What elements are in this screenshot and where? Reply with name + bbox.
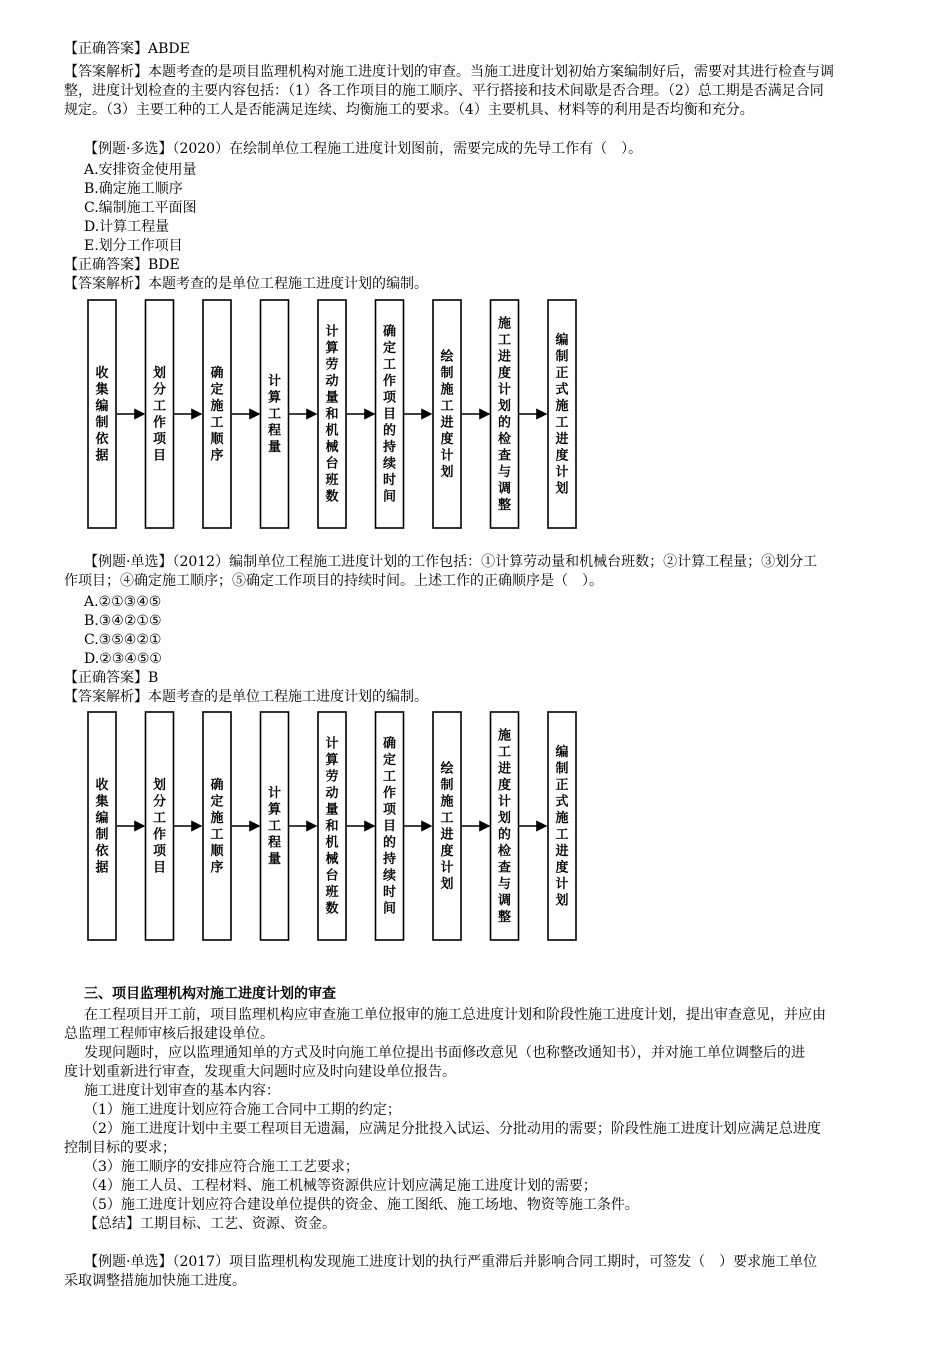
flow-step-label: 划分工作项目 bbox=[152, 777, 167, 876]
flow-step-box bbox=[376, 300, 404, 528]
q1-analysis-line-1: 【答案解析】本题考查的是项目监理机构对施工进度计划的审查。当施工进度计划初始方案编制好后，需要对其进行检查与调 bbox=[64, 64, 834, 80]
flow-step-border bbox=[203, 300, 231, 528]
flow-step-box bbox=[548, 300, 576, 528]
section-3-p2-line-2: 度计划重新进行审查，发现重大问题时应及时向建设单位报告。 bbox=[64, 1064, 456, 1080]
flow-step-label: 绘制施工进度计划 bbox=[440, 349, 454, 480]
section-3-p1-line-1: 在工程项目开工前，项目监理机构应审查施工单位报审的施工总进度计划和阶段性施工进度计划，提出审查意见，并应由 bbox=[84, 1007, 826, 1023]
flow-step-label: 划分工作项目 bbox=[152, 365, 167, 464]
flow-step-border bbox=[433, 712, 461, 940]
flow-step-box bbox=[491, 712, 519, 940]
flow-step-label: 编制正式施工进度计划 bbox=[555, 332, 569, 497]
section-3-item-1: （1）施工进度计划应符合施工合同中工期的约定； bbox=[84, 1102, 401, 1118]
flow-step-label: 确定施工顺序 bbox=[210, 365, 224, 464]
section-3-item-2-line-1: （2）施工进度计划中主要工程项目无遗漏，应满足分批投入试运、分批动用的需要；阶段性施工进度计划应满足总进度 bbox=[84, 1121, 821, 1137]
q4-question-line-1: 【例题·单选】（2017）项目监理机构发现施工进度计划的执行严重滞后并影响合同工期时，可签发（ ）要求施工单位 bbox=[84, 1254, 818, 1270]
flowchart-1 bbox=[80, 296, 600, 532]
section-3-p1-line-2: 总监理工程师审核后报建设单位。 bbox=[64, 1026, 274, 1042]
flow-step-label: 计算劳动量和机械台班数 bbox=[325, 324, 339, 505]
flow-step-box bbox=[433, 712, 461, 940]
section-3-summary: 【总结】工期目标、工艺、资源、资金。 bbox=[84, 1216, 336, 1232]
q3-analysis: 【答案解析】本题考查的是单位工程施工进度计划的编制。 bbox=[64, 689, 428, 705]
q3-option-c: C.③⑤④②① bbox=[84, 632, 162, 648]
section-3-item-3: （3）施工顺序的安排应符合施工工艺要求； bbox=[84, 1159, 359, 1175]
flow-step-box bbox=[376, 712, 404, 940]
q2-option-a: A.安排资金使用量 bbox=[84, 162, 197, 178]
q1-analysis-line-2: 整，进度计划检查的主要内容包括：（1）各工作项目的施工顺序、平行搭接和技术间歇是否合理。（2）总工期是否满足合同 bbox=[64, 83, 824, 99]
flowchart-1-svg bbox=[80, 296, 600, 532]
q2-option-b: B.确定施工顺序 bbox=[84, 181, 183, 197]
flow-step-label: 施工进度计划的检查与调整 bbox=[497, 316, 512, 513]
flow-step-box bbox=[203, 712, 231, 940]
section-3-heading: 三、项目监理机构对施工进度计划的审查 bbox=[84, 986, 336, 1002]
q3-question-line-1: 【例题·单选】（2012）编制单位工程施工进度计划的工作包括：①计算劳动量和机械台班数；②计算工程量；③划分工 bbox=[84, 554, 818, 570]
flow-step-box bbox=[491, 300, 519, 528]
flowchart-2 bbox=[80, 708, 600, 944]
flow-step-box bbox=[88, 712, 116, 940]
q3-option-d: D.②③④⑤① bbox=[84, 651, 162, 667]
flow-step-box bbox=[548, 712, 576, 940]
flow-step-box bbox=[203, 300, 231, 528]
q2-question: 【例题·多选】（2020）在绘制单位工程施工进度计划图前，需要完成的先导工作有（ ）。 bbox=[84, 141, 643, 157]
flowchart-1-steps bbox=[88, 300, 576, 528]
flow-step-border bbox=[203, 712, 231, 940]
flow-step-label: 确定工作项目的持续时间 bbox=[382, 736, 397, 917]
flow-step-label: 绘制施工进度计划 bbox=[440, 761, 454, 892]
section-3-p3: 施工进度计划审查的基本内容： bbox=[84, 1083, 280, 1099]
flow-step-box bbox=[261, 300, 289, 528]
flow-step-box bbox=[433, 300, 461, 528]
flow-step-label: 确定施工顺序 bbox=[210, 777, 224, 876]
flow-step-box bbox=[318, 300, 346, 528]
flow-step-border bbox=[433, 300, 461, 528]
flow-step-border bbox=[146, 300, 174, 528]
flow-step-box bbox=[146, 300, 174, 528]
flowchart-2-svg bbox=[80, 708, 600, 944]
flowchart-2-steps bbox=[88, 712, 576, 940]
flow-step-label: 计算劳动量和机械台班数 bbox=[325, 736, 339, 917]
q2-answer: 【正确答案】BDE bbox=[64, 257, 180, 273]
q4-question-line-2: 采取调整措施加快施工进度。 bbox=[64, 1273, 246, 1289]
flow-step-label: 收集编制依据 bbox=[95, 777, 109, 876]
q1-answer: 【正确答案】ABDE bbox=[64, 41, 190, 57]
flow-step-border bbox=[88, 300, 116, 528]
flow-step-box bbox=[261, 712, 289, 940]
section-3-item-5: （5）施工进度计划应符合建设单位提供的资金、施工图纸、施工场地、物资等施工条件。 bbox=[84, 1197, 639, 1213]
q3-option-b: B.③④②①⑤ bbox=[84, 613, 162, 629]
flow-step-label: 计算工程量 bbox=[267, 374, 282, 456]
q2-option-d: D.计算工程量 bbox=[84, 219, 170, 235]
section-3-p2-line-1: 发现问题时，应以监理通知单的方式及时向施工单位提出书面修改意见（也称整改通知书），并对施工单位调整后的进 bbox=[84, 1045, 805, 1061]
flow-step-label: 确定工作项目的持续时间 bbox=[382, 324, 397, 505]
flow-step-label: 收集编制依据 bbox=[95, 365, 109, 464]
q3-option-a: A.②①③④⑤ bbox=[84, 594, 162, 610]
q2-option-c: C.编制施工平面图 bbox=[84, 200, 197, 216]
flow-step-label: 编制正式施工进度计划 bbox=[555, 744, 569, 909]
q2-analysis: 【答案解析】本题考查的是单位工程施工进度计划的编制。 bbox=[64, 276, 428, 292]
flow-step-box bbox=[318, 712, 346, 940]
flow-step-label: 计算工程量 bbox=[267, 786, 282, 868]
q3-question-line-2: 作项目；④确定施工顺序；⑤确定工作项目的持续时间。上述工作的正确顺序是（ ）。 bbox=[64, 573, 603, 589]
section-3-item-4: （4）施工人员、工程材料、施工机械等资源供应计划应满足施工进度计划的需要； bbox=[84, 1178, 597, 1194]
q3-answer: 【正确答案】B bbox=[64, 670, 159, 686]
flow-step-border bbox=[146, 712, 174, 940]
flow-step-label: 施工进度计划的检查与调整 bbox=[497, 728, 512, 925]
flow-step-box bbox=[88, 300, 116, 528]
flow-step-border bbox=[88, 712, 116, 940]
q2-option-e: E.划分工作项目 bbox=[84, 238, 183, 254]
section-3-item-2-line-2: 控制目标的要求； bbox=[64, 1140, 176, 1156]
flow-step-box bbox=[146, 712, 174, 940]
q1-analysis-line-3: 规定。（3）主要工种的工人是否能满足连续、均衡施工的要求。（4）主要机具、材料等的利用是否均衡和充分。 bbox=[64, 102, 754, 118]
